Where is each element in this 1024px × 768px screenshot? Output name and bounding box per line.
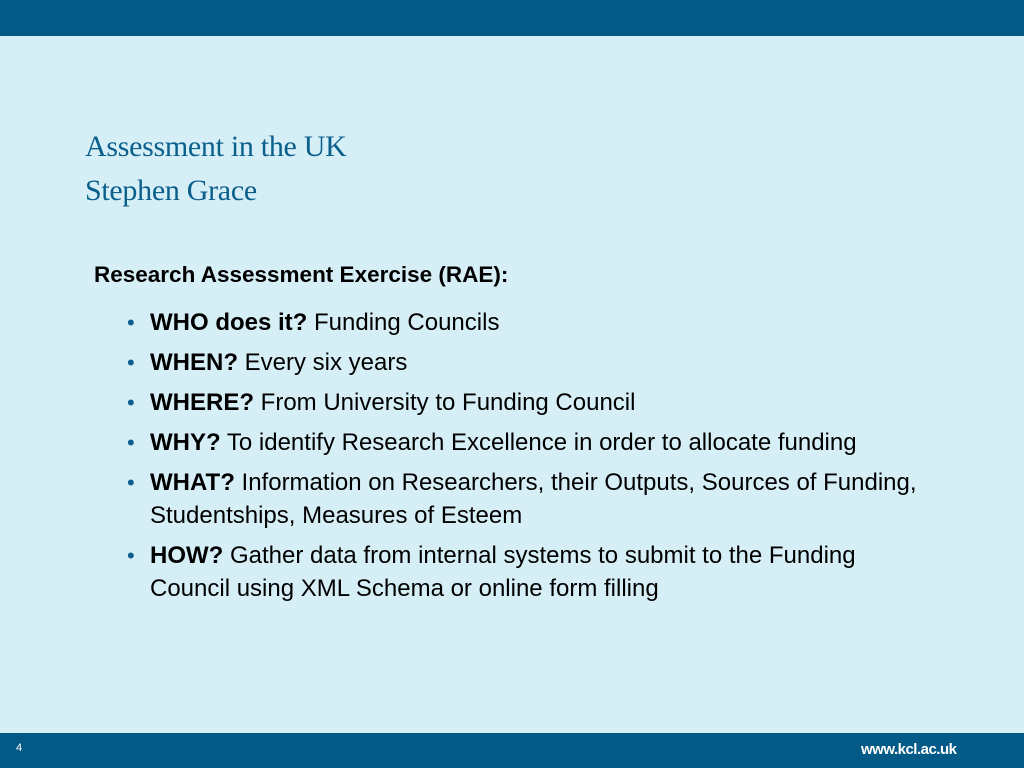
bullet-icon: • bbox=[127, 350, 135, 375]
bullet-key: WHO does it? bbox=[150, 309, 308, 336]
bullet-item-who bbox=[127, 306, 917, 339]
bullet-text: To identify Research Excellence in order to allocate funding bbox=[226, 429, 857, 456]
bullet-icon: • bbox=[127, 543, 135, 568]
bullet-icon: • bbox=[127, 390, 135, 415]
bullet-icon: • bbox=[127, 430, 135, 455]
top-banner bbox=[0, 0, 1024, 36]
bullet-list bbox=[127, 306, 917, 612]
bullet-key: WHERE? bbox=[150, 389, 254, 416]
site-url-link[interactable]: www.kcl.ac.uk bbox=[861, 741, 957, 758]
bullet-text: Funding Councils bbox=[314, 309, 500, 336]
bullet-text: Every six years bbox=[244, 349, 408, 376]
bullet-item-where bbox=[127, 386, 917, 419]
bullet-item-what bbox=[127, 466, 917, 532]
bullet-key: HOW? bbox=[150, 542, 224, 569]
bullet-text: From University to Funding Council bbox=[260, 389, 636, 416]
bullet-icon: • bbox=[127, 310, 135, 335]
bullet-text: Gather data from internal systems to submit to the Funding Council using XML Schema or online form filling bbox=[150, 542, 856, 602]
bullet-icon: • bbox=[127, 470, 135, 495]
bullet-text: Information on Researchers, their Outputs, Sources of Funding, Studentships, Measures of Esteem bbox=[150, 469, 917, 529]
slide-title-line-2: Stephen Grace bbox=[85, 174, 257, 207]
slide-title bbox=[85, 125, 346, 213]
bullet-item-when bbox=[127, 346, 917, 379]
bullet-item-how bbox=[127, 539, 917, 605]
bullet-key: WHEN? bbox=[150, 349, 238, 376]
page-number: 4 bbox=[16, 742, 23, 754]
section-heading: Research Assessment Exercise (RAE): bbox=[94, 262, 509, 287]
bullet-item-why bbox=[127, 426, 917, 459]
slide-title-line-1: Assessment in the UK bbox=[85, 130, 347, 163]
bullet-key: WHY? bbox=[150, 429, 221, 456]
bullet-key: WHAT? bbox=[150, 469, 235, 496]
